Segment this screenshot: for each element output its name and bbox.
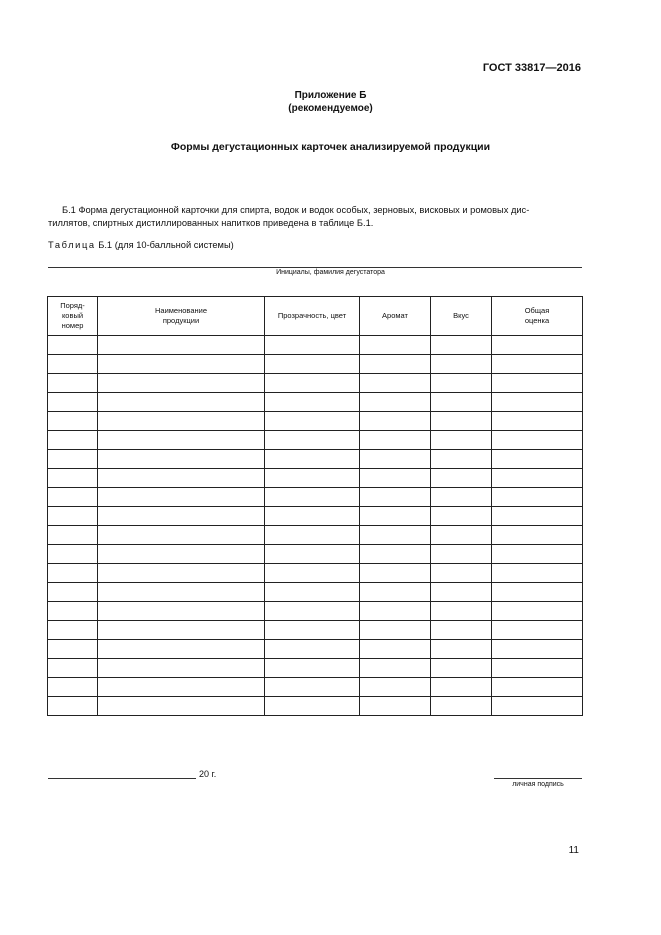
table-row (48, 564, 583, 583)
taster-caption: Инициалы, фамилия дегустатора (276, 269, 385, 276)
cell-clarity-color[interactable] (265, 526, 360, 545)
cell-order-number[interactable] (48, 431, 98, 450)
cell-order-number[interactable] (48, 393, 98, 412)
cell-product-name[interactable] (98, 526, 265, 545)
page-number: 11 (568, 845, 579, 856)
table-body (48, 336, 583, 716)
cell-clarity-color[interactable] (265, 393, 360, 412)
cell-taste[interactable] (431, 678, 492, 697)
cell-total-score[interactable] (492, 336, 583, 355)
table-row (48, 526, 583, 545)
cell-taste[interactable] (431, 355, 492, 374)
cell-total-score[interactable] (492, 507, 583, 526)
cell-taste[interactable] (431, 621, 492, 640)
cell-aroma[interactable] (360, 374, 431, 393)
header-line: Прозрачность, цвет (277, 311, 347, 320)
cell-product-name[interactable] (98, 545, 265, 564)
table-row (48, 393, 583, 412)
cell-total-score[interactable] (492, 374, 583, 393)
cell-clarity-color[interactable] (265, 583, 360, 602)
cell-total-score[interactable] (492, 564, 583, 583)
cell-product-name[interactable] (98, 469, 265, 488)
cell-order-number[interactable] (48, 564, 98, 583)
cell-order-number[interactable] (48, 621, 98, 640)
cell-clarity-color[interactable] (265, 488, 360, 507)
header-line: ковый (61, 311, 84, 320)
cell-product-name[interactable] (98, 412, 265, 431)
header-product-name (98, 297, 265, 336)
table-row (48, 659, 583, 678)
cell-total-score[interactable] (492, 450, 583, 469)
cell-aroma[interactable] (360, 450, 431, 469)
table-row (48, 469, 583, 488)
cell-order-number[interactable] (48, 355, 98, 374)
cell-clarity-color[interactable] (265, 412, 360, 431)
cell-aroma[interactable] (360, 355, 431, 374)
cell-product-name[interactable] (98, 621, 265, 640)
cell-total-score[interactable] (492, 488, 583, 507)
cell-product-name[interactable] (98, 336, 265, 355)
cell-total-score[interactable] (492, 678, 583, 697)
cell-order-number[interactable] (48, 526, 98, 545)
appendix-heading (0, 89, 661, 115)
year-suffix: 20 г. (199, 769, 217, 779)
cell-order-number[interactable] (48, 678, 98, 697)
cell-taste[interactable] (431, 583, 492, 602)
cell-clarity-color[interactable] (265, 507, 360, 526)
table-row (48, 621, 583, 640)
table-row (48, 507, 583, 526)
cell-product-name[interactable] (98, 431, 265, 450)
cell-clarity-color[interactable] (265, 640, 360, 659)
cell-product-name[interactable] (98, 564, 265, 583)
table-row (48, 678, 583, 697)
header-line: Наименование (155, 306, 207, 315)
table-row (48, 545, 583, 564)
cell-total-score[interactable] (492, 621, 583, 640)
header-line: оценка (524, 316, 550, 325)
signature-line[interactable] (494, 778, 582, 779)
cell-aroma[interactable] (360, 697, 431, 716)
cell-product-name[interactable] (98, 355, 265, 374)
cell-taste[interactable] (431, 507, 492, 526)
tasting-table (47, 296, 583, 716)
cell-order-number[interactable] (48, 640, 98, 659)
cell-clarity-color[interactable] (265, 374, 360, 393)
table-row (48, 355, 583, 374)
cell-taste[interactable] (431, 697, 492, 716)
cell-total-score[interactable] (492, 602, 583, 621)
cell-product-name[interactable] (98, 697, 265, 716)
cell-aroma[interactable] (360, 507, 431, 526)
cell-taste[interactable] (431, 336, 492, 355)
cell-order-number[interactable] (48, 488, 98, 507)
header-line: Аромат (382, 311, 408, 320)
cell-clarity-color[interactable] (265, 659, 360, 678)
table-caption (48, 240, 234, 250)
cell-taste[interactable] (431, 488, 492, 507)
cell-aroma[interactable] (360, 488, 431, 507)
cell-taste[interactable] (431, 564, 492, 583)
cell-product-name[interactable] (98, 678, 265, 697)
cell-order-number[interactable] (48, 583, 98, 602)
cell-total-score[interactable] (492, 583, 583, 602)
cell-clarity-color[interactable] (265, 697, 360, 716)
cell-order-number[interactable] (48, 450, 98, 469)
cell-total-score[interactable] (492, 545, 583, 564)
table-row (48, 336, 583, 355)
cell-total-score[interactable] (492, 355, 583, 374)
table-row (48, 431, 583, 450)
header-line: Поряд- (60, 301, 85, 310)
cell-order-number[interactable] (48, 545, 98, 564)
cell-product-name[interactable] (98, 450, 265, 469)
cell-clarity-color[interactable] (265, 678, 360, 697)
cell-taste[interactable] (431, 450, 492, 469)
cell-order-number[interactable] (48, 336, 98, 355)
table-header-row (48, 297, 583, 336)
cell-aroma[interactable] (360, 393, 431, 412)
cell-order-number[interactable] (48, 659, 98, 678)
cell-total-score[interactable] (492, 431, 583, 450)
cell-order-number[interactable] (48, 469, 98, 488)
cell-aroma[interactable] (360, 602, 431, 621)
cell-aroma[interactable] (360, 336, 431, 355)
cell-order-number[interactable] (48, 697, 98, 716)
header-line: продукции (162, 316, 200, 325)
cell-aroma[interactable] (360, 431, 431, 450)
header-clarity-color (265, 297, 360, 336)
date-field (48, 769, 216, 779)
cell-clarity-color[interactable] (265, 564, 360, 583)
cell-product-name[interactable] (98, 659, 265, 678)
cell-taste[interactable] (431, 374, 492, 393)
table-row (48, 583, 583, 602)
cell-clarity-color[interactable] (265, 545, 360, 564)
cell-product-name[interactable] (98, 507, 265, 526)
paragraph-line-1: Б.1 Форма дегустационной карточки для спирта, водок и водок особых, зерновых, висковых и ромовых дис- (62, 205, 530, 215)
cell-product-name[interactable] (98, 583, 265, 602)
cell-order-number[interactable] (48, 602, 98, 621)
cell-aroma[interactable] (360, 545, 431, 564)
cell-product-name[interactable] (98, 602, 265, 621)
cell-clarity-color[interactable] (265, 431, 360, 450)
cell-clarity-color[interactable] (265, 355, 360, 374)
header-order-number (48, 297, 98, 336)
cell-aroma[interactable] (360, 659, 431, 678)
standard-number: ГОСТ 33817—2016 (482, 62, 581, 74)
cell-aroma[interactable] (360, 621, 431, 640)
paragraph-line-2: тиллятов, спиртных дистиллированных напитков приведена в таблице Б.1. (48, 218, 374, 228)
cell-total-score[interactable] (492, 640, 583, 659)
cell-product-name[interactable] (98, 488, 265, 507)
cell-aroma[interactable] (360, 412, 431, 431)
cell-product-name[interactable] (98, 374, 265, 393)
page-title: Формы дегустационных карточек анализируемой продукции (170, 141, 491, 153)
cell-taste[interactable] (431, 659, 492, 678)
cell-total-score[interactable] (492, 659, 583, 678)
cell-total-score[interactable] (492, 469, 583, 488)
table-row (48, 697, 583, 716)
cell-total-score[interactable] (492, 393, 583, 412)
cell-aroma[interactable] (360, 564, 431, 583)
header-line: Вкус (453, 311, 469, 320)
header-taste (431, 297, 492, 336)
cell-clarity-color[interactable] (265, 450, 360, 469)
cell-aroma[interactable] (360, 526, 431, 545)
table-row (48, 488, 583, 507)
header-line: номер (61, 321, 84, 330)
cell-aroma[interactable] (360, 678, 431, 697)
appendix-note: (рекомендуемое) (288, 103, 373, 114)
cell-taste[interactable] (431, 640, 492, 659)
cell-taste[interactable] (431, 469, 492, 488)
cell-total-score[interactable] (492, 412, 583, 431)
cell-total-score[interactable] (492, 697, 583, 716)
cell-order-number[interactable] (48, 374, 98, 393)
intro-paragraph (48, 204, 582, 230)
cell-product-name[interactable] (98, 640, 265, 659)
cell-taste[interactable] (431, 393, 492, 412)
cell-clarity-color[interactable] (265, 602, 360, 621)
cell-taste[interactable] (431, 545, 492, 564)
table-caption-rest: Б.1 (для 10-балльной системы) (98, 240, 234, 250)
table-row (48, 602, 583, 621)
table-row (48, 412, 583, 431)
date-line[interactable] (48, 769, 196, 779)
signature-caption: личная подпись (512, 781, 564, 788)
cell-aroma[interactable] (360, 640, 431, 659)
header-aroma (360, 297, 431, 336)
table-row (48, 640, 583, 659)
cell-taste[interactable] (431, 602, 492, 621)
cell-clarity-color[interactable] (265, 621, 360, 640)
cell-aroma[interactable] (360, 469, 431, 488)
table-row (48, 374, 583, 393)
appendix-title: Приложение Б (294, 90, 367, 101)
cell-clarity-color[interactable] (265, 469, 360, 488)
cell-taste[interactable] (431, 412, 492, 431)
cell-taste[interactable] (431, 431, 492, 450)
taster-name-line[interactable] (48, 267, 582, 268)
header-total-score (492, 297, 583, 336)
table-word: Таблица (48, 240, 96, 250)
cell-total-score[interactable] (492, 526, 583, 545)
header-line: Общая (524, 306, 550, 315)
cell-aroma[interactable] (360, 583, 431, 602)
cell-order-number[interactable] (48, 412, 98, 431)
cell-order-number[interactable] (48, 507, 98, 526)
cell-clarity-color[interactable] (265, 336, 360, 355)
cell-product-name[interactable] (98, 393, 265, 412)
cell-taste[interactable] (431, 526, 492, 545)
table-row (48, 450, 583, 469)
